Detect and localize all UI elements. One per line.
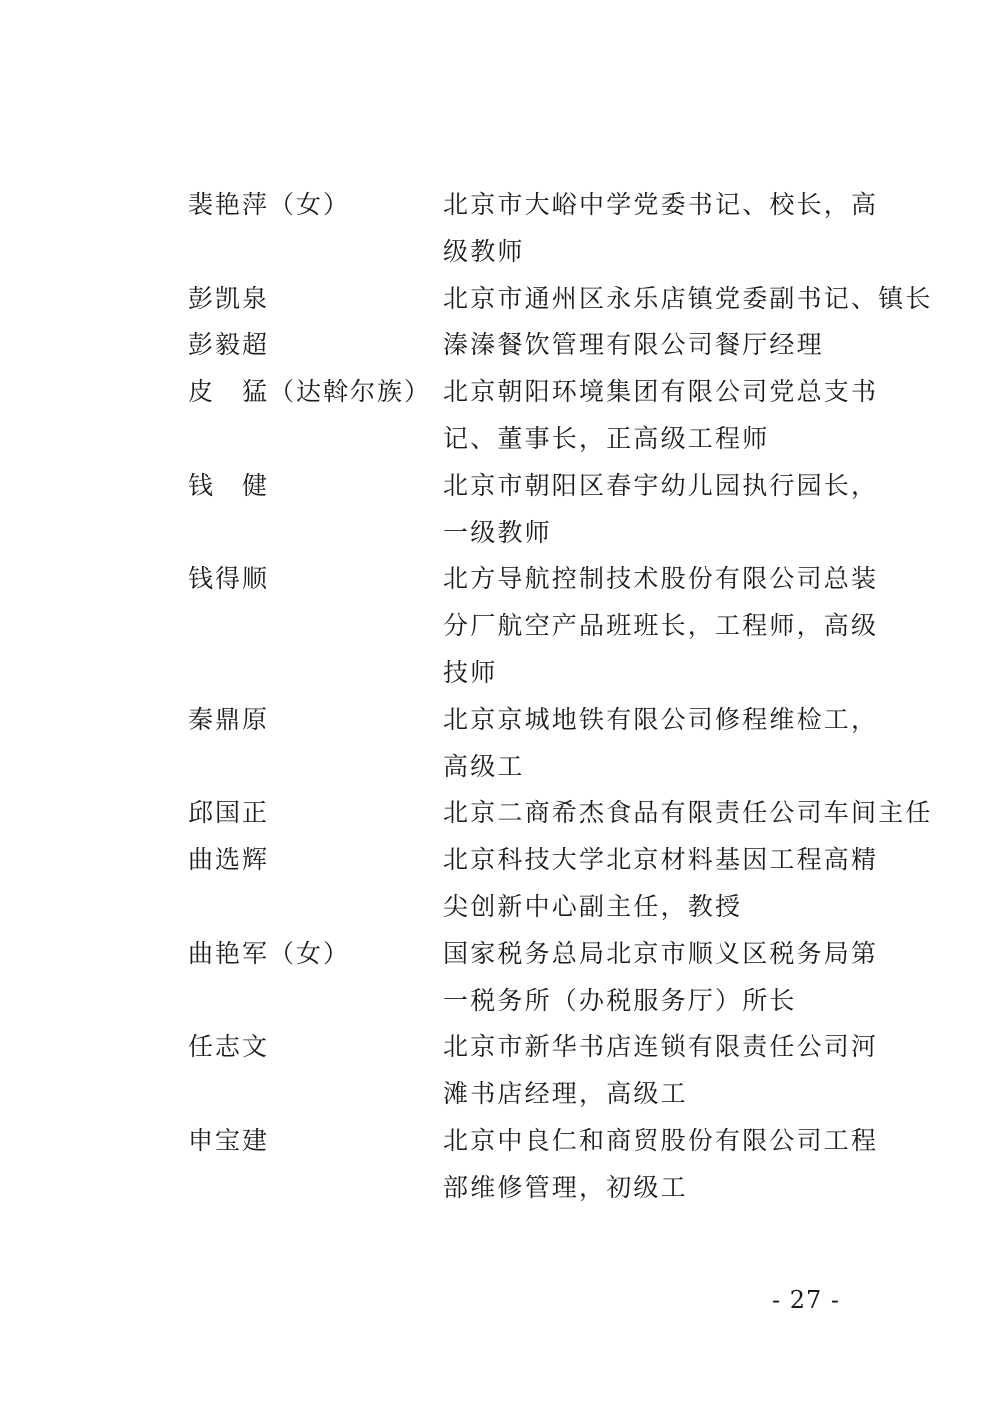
person-name: 皮 猛（达斡尔族） — [188, 377, 432, 407]
list-item — [188, 182, 888, 276]
description-line: 部维修管理，初级工 — [443, 1172, 688, 1202]
list-item — [188, 556, 888, 696]
person-description — [443, 790, 933, 837]
list-item — [188, 322, 888, 369]
list-item — [188, 790, 933, 837]
list-item — [188, 276, 933, 323]
person-name: 任志文 — [188, 1032, 270, 1062]
description-line: 溱溱餐饮管理有限公司餐厅经理 — [443, 330, 824, 360]
list-item — [188, 369, 888, 463]
description-line: 级教师 — [443, 236, 525, 266]
person-name: 曲艳军（女） — [188, 938, 351, 968]
description-line: 技师 — [443, 657, 498, 687]
description-line: 北京朝阳环境集团有限公司党总支书 — [443, 377, 879, 407]
person-name: 秦鼎原 — [188, 704, 270, 734]
list-item — [188, 931, 888, 1025]
list-item — [188, 463, 888, 557]
description-line: 高级工 — [443, 751, 525, 781]
person-description — [443, 182, 883, 276]
person-name: 曲选辉 — [188, 845, 270, 875]
description-line: 北京市大峪中学党委书记、校长，高 — [443, 190, 879, 219]
person-name: 申宝建 — [188, 1125, 270, 1155]
list-item — [188, 697, 888, 791]
person-name: 裴艳萍（女） — [188, 190, 351, 219]
description-line: 滩书店经理，高级工 — [443, 1079, 688, 1109]
person-description — [443, 276, 933, 323]
description-line: 记、董事长，正高级工程师 — [443, 423, 770, 453]
description-line: 北京京城地铁有限公司修程维检工， — [443, 704, 879, 734]
person-description — [443, 369, 883, 463]
list-item — [188, 1024, 888, 1118]
page-number: - 27 - — [772, 1286, 841, 1314]
list-item — [188, 837, 888, 931]
person-name: 钱得顺 — [188, 564, 270, 594]
person-description — [443, 1118, 883, 1212]
description-line: 分厂航空产品班班长，工程师，高级 — [443, 611, 879, 641]
description-line: 北京市新华书店连锁有限责任公司河 — [443, 1032, 879, 1062]
person-name: 彭凯泉 — [188, 283, 270, 313]
person-name: 钱 健 — [188, 470, 270, 500]
description-line: 北京二商希杰食品有限责任公司车间主任 — [443, 798, 933, 828]
description-line: 北京市朝阳区春宇幼儿园执行园长， — [443, 470, 879, 500]
person-description — [443, 322, 883, 369]
person-description — [443, 556, 883, 696]
description-line: 国家税务总局北京市顺义区税务局第 — [443, 938, 879, 968]
person-description — [443, 931, 883, 1025]
description-line: 北京中良仁和商贸股份有限公司工程 — [443, 1125, 879, 1155]
person-name: 彭毅超 — [188, 330, 270, 360]
person-description — [443, 837, 883, 931]
description-line: 一级教师 — [443, 517, 552, 547]
description-line: 北京市通州区永乐店镇党委副书记、镇长 — [443, 283, 933, 313]
person-name: 邱国正 — [188, 798, 270, 828]
award-list — [188, 182, 933, 1212]
list-item — [188, 1118, 888, 1212]
description-line: 一税务所（办税服务厅）所长 — [443, 985, 797, 1015]
description-line: 北方导航控制技术股份有限公司总装 — [443, 564, 879, 594]
person-description — [443, 1024, 883, 1118]
person-description — [443, 463, 883, 557]
description-line: 尖创新中心副主任，教授 — [443, 891, 743, 921]
description-line: 北京科技大学北京材料基因工程高精 — [443, 845, 879, 875]
person-description — [443, 697, 883, 791]
